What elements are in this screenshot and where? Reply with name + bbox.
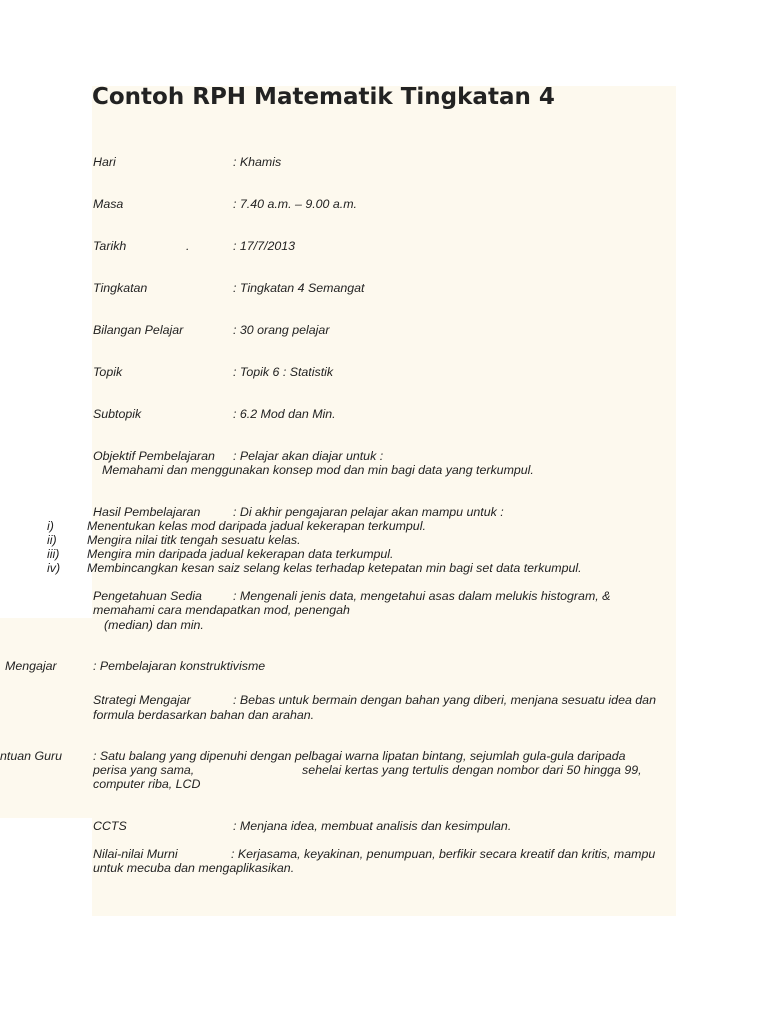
- pengetahuan-line-2: memahami cara mendapatkan mod, penengah: [93, 603, 350, 617]
- field-value-tingkatan: : Tingkatan 4 Semangat: [233, 281, 365, 295]
- page-background: [92, 86, 676, 916]
- field-value-bahan: : Satu balang yang dipenuhi dengan pelbagai warna lipatan bintang, sejumlah gula-gula daripada: [93, 749, 626, 763]
- outcome-text: Menentukan kelas mod daripada jadual kekerapan terkumpul.: [87, 519, 426, 533]
- field-dot-tarikh: .: [186, 239, 190, 253]
- field-value-hari: : Khamis: [233, 155, 282, 169]
- field-value-bilangan: : 30 orang pelajar: [233, 323, 330, 337]
- field-label-ccts: CCTS: [93, 819, 127, 833]
- page-background-left-extension: [0, 618, 92, 818]
- field-label-bahan: ntuan Guru: [0, 749, 62, 763]
- field-label-nilai: Nilai-nilai Murni: [93, 847, 178, 861]
- field-label-masa: Masa: [93, 197, 124, 211]
- outcome-number: iii): [47, 547, 60, 561]
- field-label-pengetahuan: Pengetahuan Sedia: [93, 589, 202, 603]
- bahan-line-2a: perisa yang sama,: [93, 763, 195, 777]
- pengetahuan-line-3: (median) dan min.: [104, 618, 204, 632]
- field-value-hasil: : Di akhir pengajaran pelajar akan mampu untuk :: [233, 505, 504, 519]
- field-label-hari: Hari: [93, 155, 116, 169]
- field-label-tarikh: Tarikh: [93, 239, 127, 253]
- field-label-tingkatan: Tingkatan: [93, 281, 148, 295]
- field-value-ccts: : Menjana idea, membuat analisis dan kesimpulan.: [233, 819, 512, 833]
- field-value-objektif: : Pelajar akan diajar untuk :: [233, 449, 384, 463]
- field-value-strategi: : Bebas untuk bermain dengan bahan yang diberi, menjana sesuatu idea dan: [233, 693, 656, 707]
- field-label-bilangan: Bilangan Pelajar: [93, 323, 184, 337]
- field-label-hasil: Hasil Pembelajaran: [93, 505, 201, 519]
- field-label-subtopik: Subtopik: [93, 407, 142, 421]
- field-label-objektif: Objektif Pembelajaran: [93, 449, 215, 463]
- field-value-tarikh: : 17/7/2013: [233, 239, 296, 253]
- field-label-topik: Topik: [93, 365, 123, 379]
- bahan-line-3: computer riba, LCD: [93, 777, 201, 791]
- field-value-masa: : 7.40 a.m. – 9.00 a.m.: [233, 197, 357, 211]
- outcome-number: i): [47, 519, 54, 533]
- field-value-nilai: : Kerjasama, keyakinan, penumpuan, berfikir secara kreatif dan kritis, mampu: [231, 847, 656, 861]
- field-label-pendekatan: Mengajar: [5, 659, 57, 673]
- objektif-detail: Memahami dan menggunakan konsep mod dan min bagi data yang terkumpul.: [102, 463, 534, 477]
- nilai-line-2: untuk mecuba dan mengaplikasikan.: [93, 861, 295, 875]
- field-label-strategi: Strategi Mengajar: [93, 693, 191, 707]
- outcome-number: ii): [47, 533, 57, 547]
- outcome-text: Mengira min daripada jadual kekerapan data terkumpul.: [87, 547, 394, 561]
- document-title: Contoh RPH Matematik Tingkatan 4: [92, 84, 555, 110]
- field-value-pengetahuan: : Mengenali jenis data, mengetahui asas dalam melukis histogram, &: [233, 589, 611, 603]
- field-value-pendekatan: : Pembelajaran konstruktivisme: [93, 659, 266, 673]
- field-value-subtopik: : 6.2 Mod dan Min.: [233, 407, 336, 421]
- strategi-line-2: formula berdasarkan bahan dan arahan.: [93, 708, 315, 722]
- bahan-line-2b: sehelai kertas yang tertulis dengan nombor dari 50 hingga 99,: [302, 763, 642, 777]
- field-value-topik: : Topik 6 : Statistik: [233, 365, 334, 379]
- outcome-text: Membincangkan kesan saiz selang kelas terhadap ketepatan min bagi set data terkumpul.: [87, 561, 582, 575]
- outcome-text: Mengira nilai titk tengah sesuatu kelas.: [87, 533, 301, 547]
- outcome-number: iv): [47, 561, 61, 575]
